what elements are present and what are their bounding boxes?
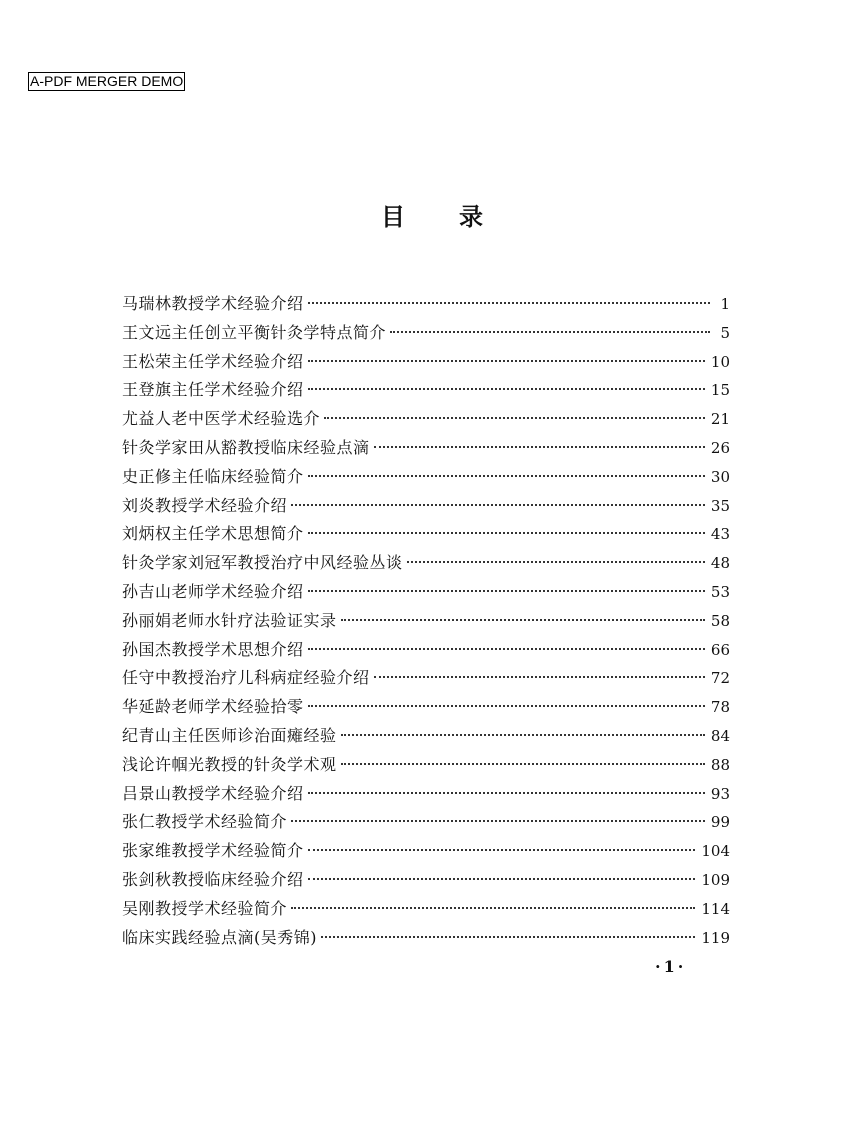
toc-entry-page: 72 — [710, 669, 730, 688]
toc-entry[interactable] — [122, 809, 730, 838]
toc-entry[interactable] — [122, 550, 730, 579]
toc-entry-title: 张剑秋教授临床经验介绍 — [122, 869, 304, 889]
toc-entry-page: 114 — [701, 899, 730, 918]
toc-entry-title: 任守中教授治疗儿科病症经验介绍 — [122, 668, 370, 688]
toc-entry-page: 88 — [710, 755, 730, 774]
toc-entry-page: 48 — [710, 554, 730, 573]
dot-leader — [341, 734, 705, 736]
toc-entry-title: 孙国杰教授学术思想介绍 — [122, 639, 304, 659]
dot-leader — [291, 907, 695, 909]
dot-leader — [324, 417, 705, 419]
toc-entry-title: 王登旗主任学术经验介绍 — [122, 380, 304, 400]
toc-entry[interactable] — [122, 896, 730, 925]
toc-entry[interactable] — [122, 464, 730, 493]
dot-leader — [308, 849, 696, 851]
toc-entry[interactable] — [122, 838, 730, 867]
toc-entry-page: 10 — [710, 352, 730, 371]
toc-entry[interactable] — [122, 406, 730, 435]
dot-leader — [390, 331, 710, 333]
toc-entry[interactable] — [122, 665, 730, 694]
dot-leader — [407, 561, 705, 563]
toc-entry-page: 21 — [710, 410, 730, 429]
toc-entry-title: 刘炎教授学术经验介绍 — [122, 495, 288, 515]
toc-entry-page: 93 — [710, 784, 730, 803]
toc-entry[interactable] — [122, 435, 730, 464]
dot-leader — [308, 302, 710, 304]
toc-entry-title: 临床实践经验点滴(吴秀锦) — [122, 927, 317, 947]
toc-entry-page: 53 — [710, 582, 730, 601]
toc-entry-page: 78 — [710, 698, 730, 717]
toc-entry-title: 吴刚教授学术经验简介 — [122, 898, 288, 918]
dot-leader — [291, 820, 705, 822]
toc-entry-title: 张家维教授学术经验简介 — [122, 841, 304, 861]
toc-entry-title: 张仁教授学术经验简介 — [122, 812, 288, 832]
watermark-banner: A-PDF MERGER DEMO — [30, 73, 184, 89]
dot-leader — [321, 936, 695, 938]
toc-entry[interactable] — [122, 493, 730, 522]
dot-leader — [308, 388, 705, 390]
dot-leader — [308, 475, 705, 477]
page-title — [0, 200, 866, 234]
toc-entry[interactable] — [122, 320, 730, 349]
toc-entry[interactable] — [122, 291, 730, 320]
toc-entry-page: 5 — [720, 323, 730, 342]
toc-entry-title: 纪青山主任医师诊治面瘫经验 — [122, 725, 337, 745]
toc-entry-page: 43 — [710, 525, 730, 544]
toc-entry-page: 104 — [701, 842, 730, 861]
toc-entry-title: 王文远主任创立平衡针灸学特点简介 — [122, 322, 387, 342]
toc-entry-page: 1 — [720, 295, 730, 313]
toc-entry[interactable] — [122, 349, 730, 378]
toc-entry-title: 王松荣主任学术经验介绍 — [122, 351, 304, 371]
toc-entry-title: 刘炳权主任学术思想简介 — [122, 524, 304, 544]
toc-entry[interactable] — [122, 752, 730, 781]
dot-leader — [374, 446, 705, 448]
toc-entry-title: 史正修主任临床经验简介 — [122, 466, 304, 486]
toc-entry[interactable] — [122, 925, 730, 954]
toc-entry[interactable] — [122, 781, 730, 810]
toc-entry-page: 109 — [701, 870, 730, 889]
title-char-2: 录 — [459, 203, 485, 231]
toc-entry-page: 84 — [710, 726, 730, 745]
toc-entry-page: 99 — [710, 813, 730, 832]
toc-entry[interactable] — [122, 521, 730, 550]
toc-entry-page: 26 — [710, 438, 730, 457]
dot-leader — [308, 878, 696, 880]
toc-entry-title: 尤益人老中医学术经验选介 — [122, 409, 321, 429]
dot-leader — [341, 619, 705, 621]
toc-entry-title: 孙丽娟老师水针疗法验证实录 — [122, 610, 337, 630]
toc-entry-title: 针灸学家刘冠军教授治疗中风经验丛谈 — [122, 553, 403, 573]
dot-leader — [308, 792, 705, 794]
toc-entry-page: 58 — [710, 611, 730, 630]
dot-leader — [291, 504, 705, 506]
table-of-contents — [122, 291, 730, 953]
dot-leader — [308, 705, 705, 707]
toc-entry-title: 马瑞林教授学术经验介绍 — [122, 294, 304, 313]
toc-entry-page: 35 — [710, 496, 730, 515]
toc-entry[interactable] — [122, 694, 730, 723]
dot-leader — [308, 360, 705, 362]
toc-entry[interactable] — [122, 377, 730, 406]
toc-entry-page: 66 — [710, 640, 730, 659]
toc-entry-page: 119 — [701, 928, 730, 947]
toc-entry-title: 针灸学家田从豁教授临床经验点滴 — [122, 437, 370, 457]
dot-leader — [308, 590, 705, 592]
toc-entry-title: 孙吉山老师学术经验介绍 — [122, 581, 304, 601]
dot-leader — [308, 532, 705, 534]
toc-entry[interactable] — [122, 608, 730, 637]
page-number: ·1· — [655, 957, 687, 976]
toc-entry-page: 15 — [710, 381, 730, 400]
toc-entry[interactable] — [122, 867, 730, 896]
toc-entry-page: 30 — [710, 467, 730, 486]
toc-entry-title: 华延龄老师学术经验拾零 — [122, 697, 304, 717]
dot-leader — [308, 648, 705, 650]
title-char-1: 目 — [381, 203, 407, 231]
toc-entry-title: 吕景山教授学术经验介绍 — [122, 783, 304, 803]
toc-entry[interactable] — [122, 723, 730, 752]
toc-entry[interactable] — [122, 579, 730, 608]
dot-leader — [341, 763, 705, 765]
toc-entry[interactable] — [122, 637, 730, 666]
toc-entry-title: 浅论许帼光教授的针灸学术观 — [122, 754, 337, 774]
dot-leader — [374, 676, 705, 678]
